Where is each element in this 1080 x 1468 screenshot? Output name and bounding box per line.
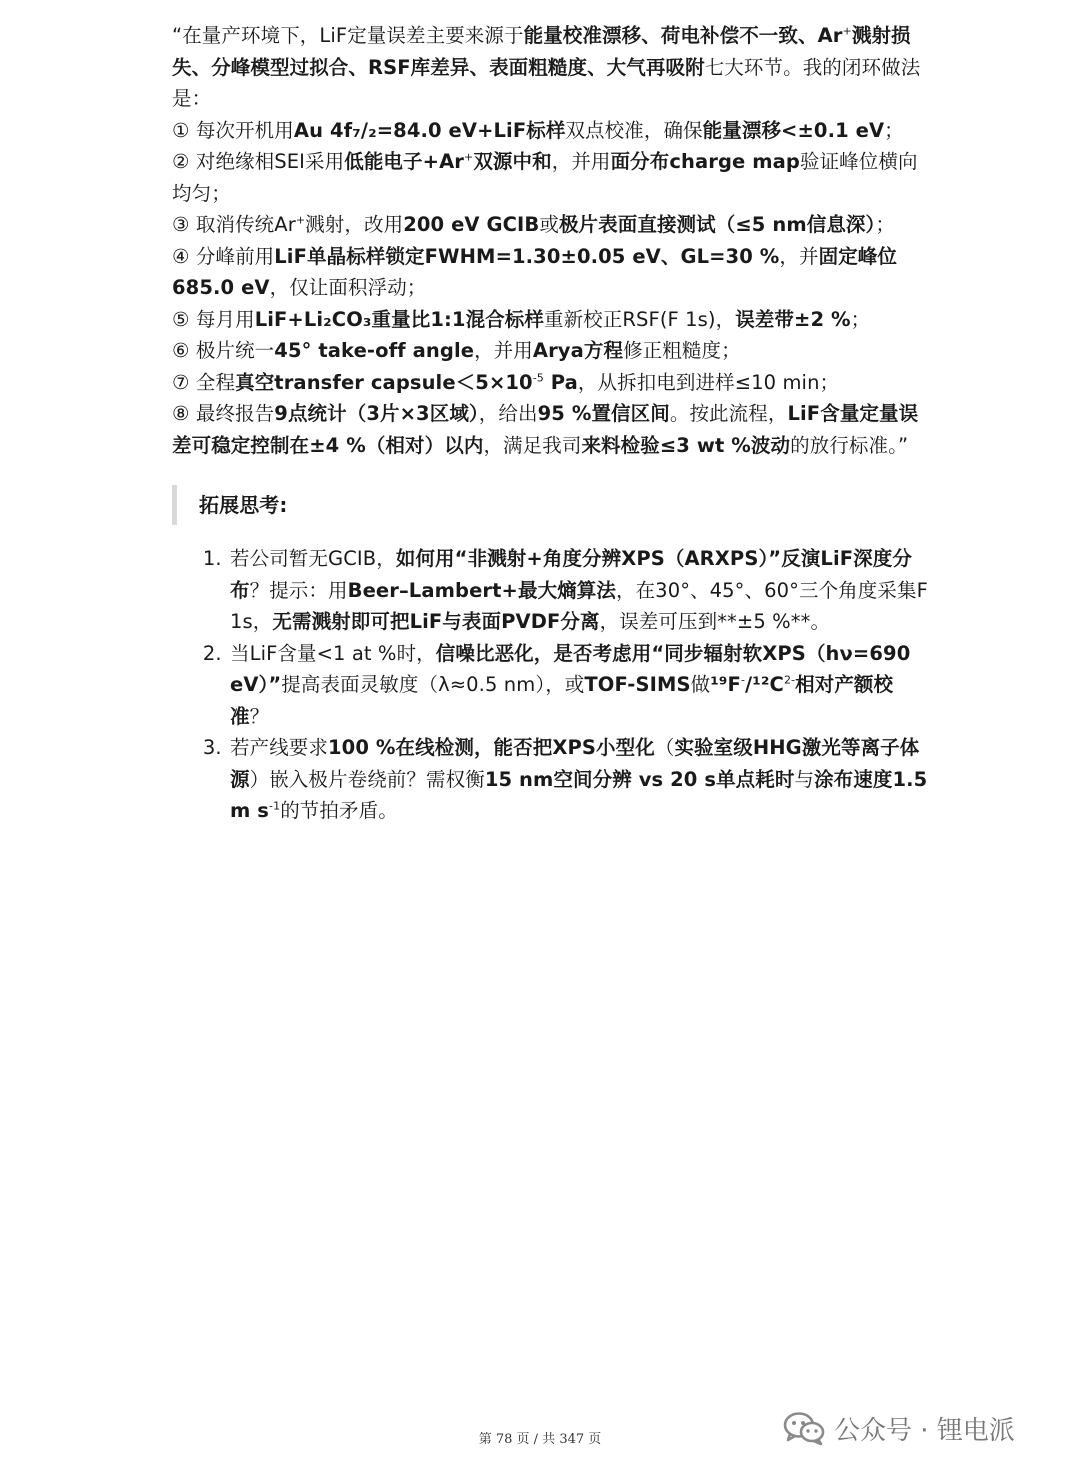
extension-list (172, 543, 932, 827)
step-1: ① 每次开机用Au 4f₇/₂=84.0 eV+LiF标样双点校准，确保能量漂移<±0.1 eV； (172, 118, 904, 142)
watermark (782, 1408, 1015, 1448)
list-item: 1. 若公司暂无GCIB，如何用“非溅射+角度分辨XPS（ARXPS）”反演LiF深度分布？提示：用Beer–Lambert+最大熵算法，在30°、45°、60°三个角度采集F 1s，无需溅射即可把LiF与表面PVDF分离，误差可压到**±5 %**。 (228, 543, 932, 638)
section-heading (172, 485, 932, 525)
wechat-icon (782, 1410, 826, 1446)
step-5: ⑤ 每月用LiF+Li₂CO₃重量比1:1混合标样重新校正RSF(F 1s)，误差带±2 %； (172, 307, 871, 331)
page-number: 第 78 页 / 共 347 页 (478, 1432, 602, 1447)
list-item: 2. 当LiF含量<1 at %时，信噪比恶化，是否考虑用“同步辐射软XPS（hν=690 eV）”提高表面灵敏度（λ≈0.5 nm），或TOF-SIMS做$^{19}F^-/^{12}C^{2-}$相对产额校准？ (228, 638, 932, 733)
step-6: ⑥ 极片统一45° take-off angle，并用Arya方程修正粗糙度； (172, 339, 741, 362)
watermark-text: 公众号 · 锂电派 (834, 1415, 1015, 1446)
step-3: ③ 取消传统Ar+溅射，改用200 eV GCIB或极片表面直接测试（≤5 nm信息深）； (172, 213, 895, 236)
step-8: ⑧ 最终报告9点统计（3片×3区域），给出95 %置信区间。按此流程，LiF含量定量误差可稳定控制在±4 %（相对）以内，满足我司来料检验≤3 wt %波动的放行标准。” (172, 402, 919, 457)
step-4: ④ 分峰前用LiF单晶标样锁定FWHM=1.30±0.05 eV、GL=30 %，并固定峰位685.0 eV，仅让面积浮动； (172, 244, 898, 299)
section-title: 拓展思考: (199, 493, 288, 517)
step-2: ② 对绝缘相SEI采用低能电子+Ar+双源中和，并用面分布charge map验证峰位横向均匀； (172, 150, 918, 205)
step-7: ⑦ 全程真空transfer $capsule<5\times 10^{-5}$ Pa，从拆扣电到进样≤10 min； (172, 370, 840, 394)
list-item: 3. 若产线要求100 %在线检测，能否把XPS小型化（实验室级HHG激光等离子体源）嵌入极片卷绕前？需权衡15 nm空间分辨 vs 20 s单点耗时与涂布速度1.5 m $s^{-1}$的节拍矛盾。 (228, 732, 932, 827)
intro-paragraph: “在量产环境下，LiF定量误差主要来源于能量校准漂移、荷电补偿不一致、Ar+溅射损失、分峰模型过拟合、RSF库差异、表面粗糙度、大气再吸附七大环节。我的闭环做法是： (172, 24, 921, 110)
article-body (172, 20, 932, 827)
